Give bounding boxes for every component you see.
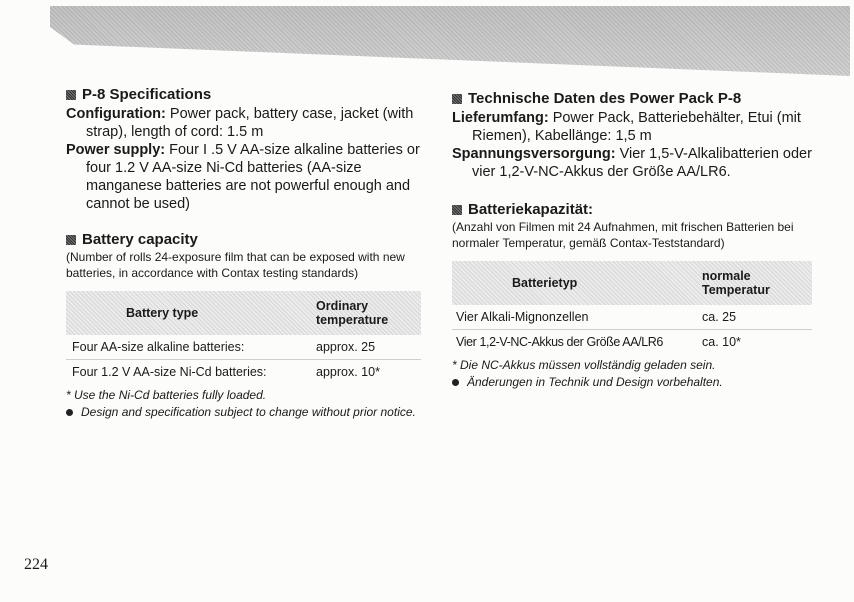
square-bullet-icon (452, 205, 462, 215)
square-bullet-icon (66, 90, 76, 100)
table-cell: ca. 25 (702, 310, 737, 324)
right-power (452, 145, 812, 181)
table-row (66, 360, 421, 384)
table-cell: Vier Alkali-Mignonzellen (456, 310, 589, 324)
left-column (66, 86, 421, 420)
table-cell: approx. 10* (316, 365, 380, 379)
square-bullet-icon (452, 94, 462, 104)
right-spec-title: Technische Daten des Power Pack P-8 (468, 90, 742, 107)
right-power-label: Spannungsversorgung: (452, 146, 616, 162)
right-capacity-note: (Anzahl von Filmen mit 24 Aufnahmen, mit frischen Batterien bei normaler Temperatur, gemäß Contax-Teststandard) (452, 220, 794, 250)
left-spec-title: P-8 Specifications (82, 86, 212, 103)
right-col-battery-type: Batterietyp (512, 276, 578, 290)
right-col-temperature: normale Temperatur (702, 269, 770, 297)
right-spec-heading (452, 90, 812, 107)
left-table-header (66, 291, 421, 335)
right-config-text: Power Pack, Batteriebehälter, Etui (mit Riemen), Kabellänge: 1,5 m (472, 110, 801, 144)
table-cell: Four AA-size alkaline batteries: (72, 340, 245, 354)
table-row (452, 330, 812, 354)
table-cell: Vier 1,2-V-NC-Akkus der Größe AA/LR6 (456, 335, 663, 349)
table-row (452, 305, 812, 330)
left-power (66, 141, 421, 213)
left-config-text: Power pack, battery case, jacket (with strap), length of cord: 1.5 m (86, 106, 414, 140)
table-row (66, 335, 421, 360)
left-power-text: Four I .5 V AA-size alkaline batteries or four 1.2 V AA-size Ni-Cd batteries (AA-size manganese batteries are not powerful enough and cannot be used) (86, 142, 420, 212)
left-capacity-note: (Number of rolls 24-exposure film that can be exposed with new batteries, in accordance with Contax testing standards) (66, 250, 405, 280)
right-footnote: * Die NC-Akkus müssen vollständig geladen sein. (452, 358, 716, 372)
table-cell: ca. 10* (702, 335, 741, 349)
right-table-header (452, 261, 812, 305)
left-col-temperature: Ordinary temperature (316, 299, 389, 327)
bullet-dot-icon (66, 409, 73, 416)
right-capacity-heading (452, 201, 812, 218)
right-bullet (452, 375, 812, 390)
right-config (452, 109, 812, 145)
table-cell: Four 1.2 V AA-size Ni-Cd batteries: (72, 365, 267, 379)
left-capacity-heading (66, 231, 421, 248)
left-capacity-title: Battery capacity (82, 231, 198, 248)
page-number: 224 (24, 556, 48, 573)
left-bullet-text: Design and specification subject to change without prior notice. (81, 405, 416, 419)
left-config (66, 105, 421, 141)
right-capacity-title: Batteriekapazität: (468, 201, 594, 218)
right-config-label: Lieferumfang: (452, 110, 549, 126)
right-column (452, 90, 812, 390)
right-power-text: Vier 1,5-V-Alkalibatterien oder vier 1,2-V-NC-Akkus der Größe AA/LR6. (472, 146, 812, 180)
square-bullet-icon (66, 235, 76, 245)
bullet-dot-icon (452, 379, 459, 386)
left-footnote: * Use the Ni-Cd batteries fully loaded. (66, 388, 267, 402)
left-col-battery-type: Battery type (126, 306, 199, 320)
left-spec-heading (66, 86, 421, 103)
right-bullet-text: Änderungen in Technik und Design vorbehalten. (467, 375, 723, 389)
left-bullet (66, 405, 421, 420)
table-cell: approx. 25 (316, 340, 376, 354)
left-config-label: Configuration: (66, 106, 166, 122)
header-band (50, 6, 850, 76)
left-power-label: Power supply: (66, 142, 166, 158)
